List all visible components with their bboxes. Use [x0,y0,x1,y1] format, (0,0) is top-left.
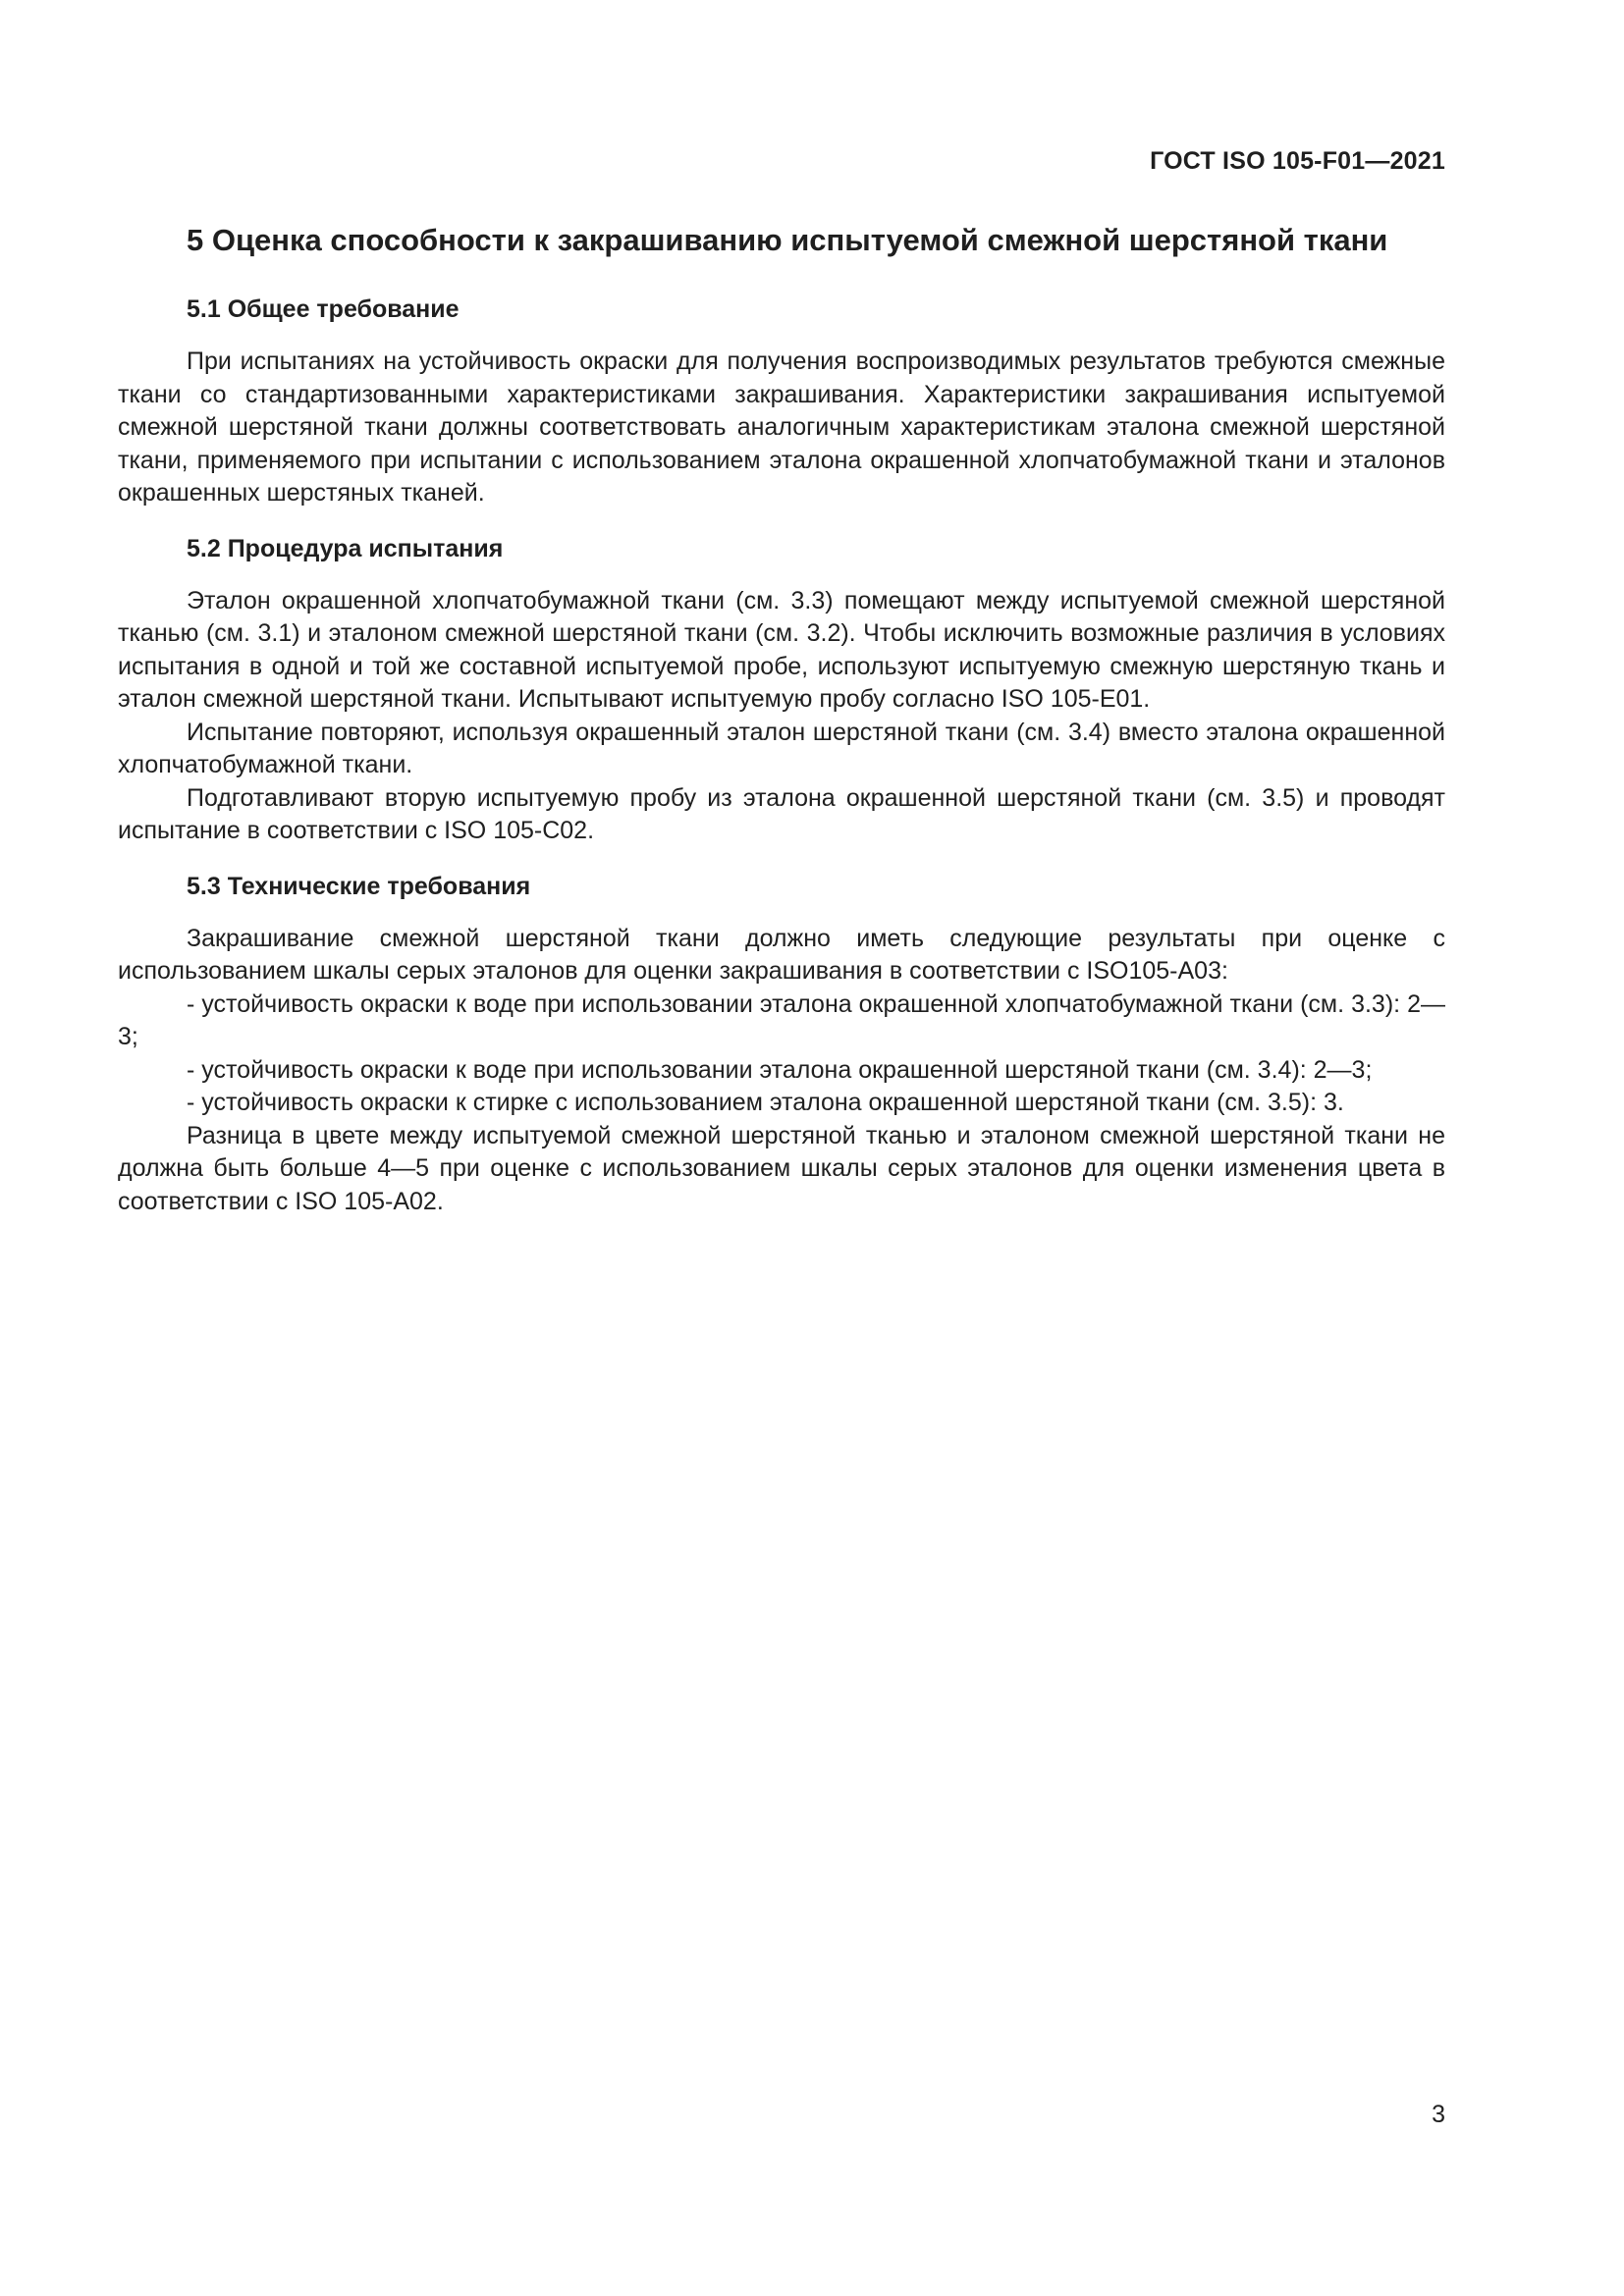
requirement-item-2: - устойчивость окраски к воде при использовании эталона окрашенной шерстяной ткани (см. 3.4): 2—3; [187,1055,1373,1084]
subsection-5-3-title: 5.3 Технические требования [187,872,531,900]
subsection-5-2-paragraph-1: Эталон окрашенной хлопчатобумажной ткани (см. 3.3) помещают между испытуемой смежной шерстяной тканью (см. 3.1) и эталоном смежной шерстяной ткани (см. 3.2). Чтобы исключить возможные различия в условиях испытания в одной и той же составной испытуемой пробе, используют испытуемую смежную шерстяную ткань и эталон смежной шерстяной ткани. Испытывают испытуемую пробу согласно ISO 105-E01. [118,586,1445,713]
page-number: 3 [1432,2101,1445,2128]
requirement-item-3: - устойчивость окраски к стирке с использованием эталона окрашенной шерстяной ткани (см. 3.5): 3. [187,1089,1344,1116]
document-code-header: ГОСТ ISO 105-F01—2021 [1150,147,1445,175]
subsection-5-1-paragraph: При испытаниях на устойчивость окраски для получения воспроизводимых результатов требуются смежные ткани со стандартизованными характеристиками закрашивания. Характеристики закрашивания испытуемой смежной шерстяной ткани должны соответствовать аналогичным характеристикам эталона смежной шерстяной ткани, применяемого при испытании с использованием эталона окрашенной хлопчатобумажной ткани и эталонов окрашенных шерстяных тканей. [118,347,1445,507]
subsection-5-3-paragraph-2: Разница в цвете между испытуемой смежной шерстяной тканью и эталоном смежной шерстяной ткани не должна быть больше 4—5 при оценке с использованием шкалы серых эталонов для оценки изменения цвета в соответствии с ISO 105-A02. [118,1121,1445,1215]
subsection-5-2-paragraph-3: Подготавливают вторую испытуемую пробу из эталона окрашенной шерстяной ткани (см. 3.5) и проводят испытание в соответствии с ISO 105-C02. [118,783,1445,844]
document-body [118,220,1445,1218]
subsection-5-2-title: 5.2 Процедура испытания [187,534,504,562]
subsection-5-1-title: 5.1 Общее требование [187,295,460,323]
subsection-5-3-paragraph-1: Закрашивание смежной шерстяной ткани должно иметь следующие результаты при оценке с использованием шкалы серых эталонов для оценки закрашивания в соответствии с ISO105-A03: [118,924,1445,985]
subsection-5-2-paragraph-2: Испытание повторяют, используя окрашенный эталон шерстяной ткани (см. 3.4) вместо эталона окрашенной хлопчатобумажной ткани. [118,718,1445,778]
section-5-title: 5 Оценка способности к закрашиванию испытуемой смежной шерстяной ткани [187,223,1388,257]
requirement-item-1: - устойчивость окраски к воде при использовании эталона окрашенной хлопчатобумажной ткани (см. 3.3): 2—3; [118,989,1445,1050]
